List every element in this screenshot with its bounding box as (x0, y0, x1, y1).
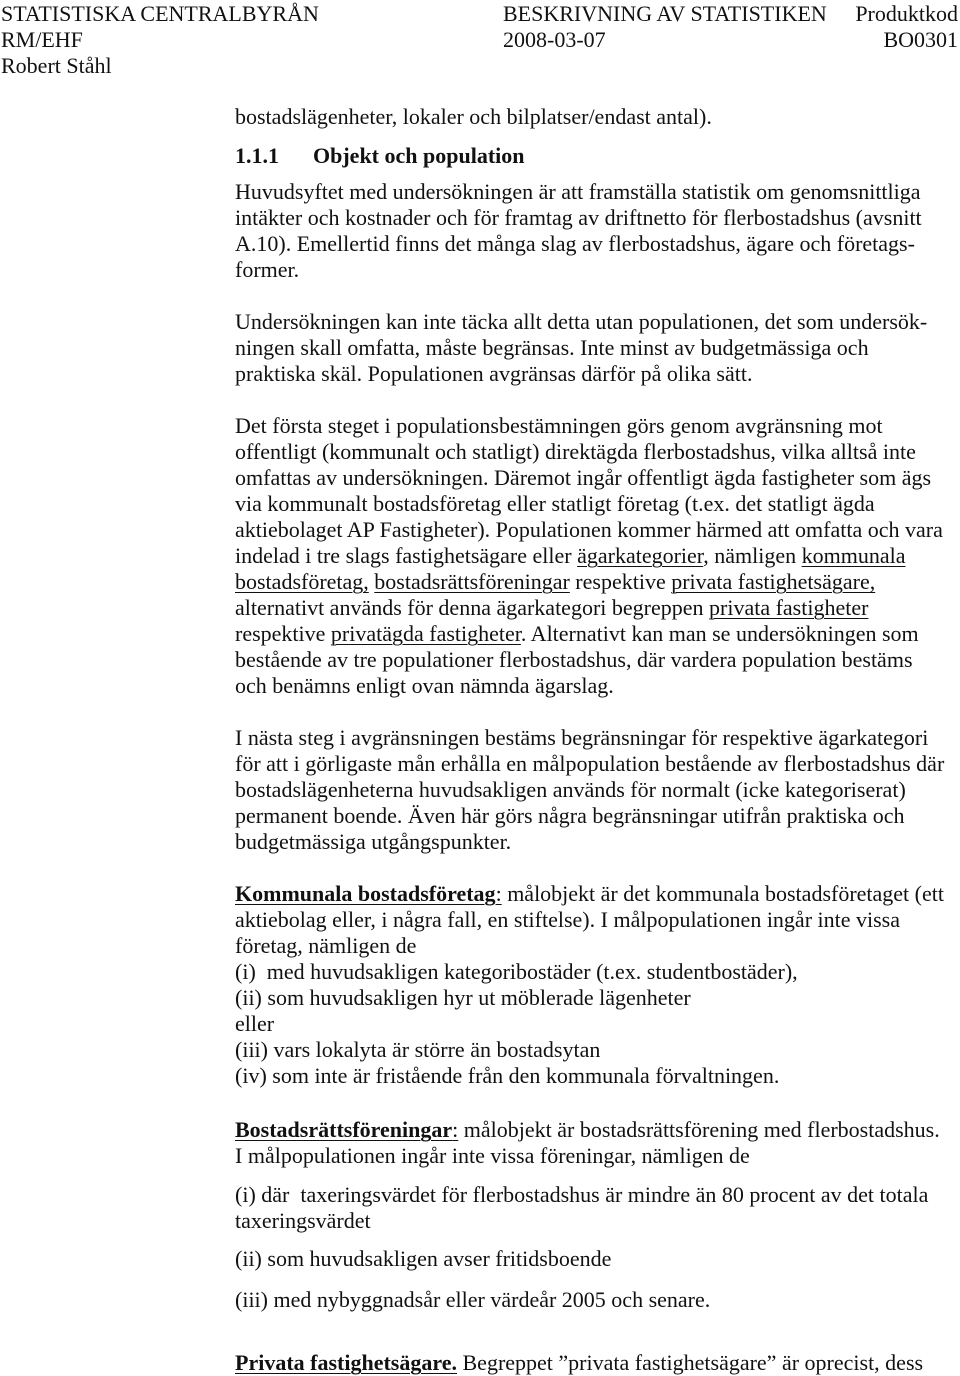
underlined-term: bostadsföretag, (235, 569, 369, 594)
bold-term: Kommunala bostadsföretag (235, 881, 496, 906)
underlined-term: kommunala (801, 543, 906, 568)
paragraph-line: Undersökningen kan inte täcka allt detta utan populationen, det som undersök- (235, 309, 928, 334)
list-item: taxeringsvärdet (235, 1208, 371, 1233)
paragraph-line: bestående av tre populationer flerbostadshus, där vardera population bestäms (235, 647, 913, 672)
list-item: (i) med huvudsakligen kategoribostäder (t.ex. studentbostäder), (235, 959, 798, 984)
text-segment: , nämligen (703, 543, 802, 568)
paragraph-line: Huvudsyftet med undersökningen är att framställa statistik om genomsnittliga (235, 179, 921, 204)
paragraph-line: A.10). Emellertid finns det många slag av flerbostadshus, ägare och företags- (235, 231, 915, 256)
text-segment: respektive (235, 621, 331, 646)
paragraph-line: ningen skall omfatta, måste begränsas. Inte minst av budgetmässiga och (235, 335, 869, 360)
paragraph-line: I nästa steg i avgränsningen bestäms begränsningar för respektive ägarkategori (235, 725, 929, 750)
paragraph-line: Det första steget i populationsbestämningen görs genom avgränsning mot (235, 413, 883, 438)
paragraph-line: praktiska skäl. Populationen avgränsas därför på olika sätt. (235, 361, 753, 386)
paragraph-line: aktiebolaget AP Fastigheter). Populationen kommer härmed att omfatta och vara (235, 517, 943, 542)
paragraph-line: aktiebolag eller, i några fall, en stiftelse). I målpopulationen ingår inte vissa (235, 907, 901, 932)
paragraph-line (235, 1350, 923, 1376)
list-item: (i) där taxeringsvärdet för flerbostadshus är mindre än 80 procent av det totala (235, 1182, 929, 1207)
paragraph-line (235, 1117, 940, 1143)
header-product-code: BO0301 (883, 27, 958, 52)
underlined-term: ägarkategorier (577, 543, 704, 568)
text-segment: : (495, 881, 502, 906)
header-unit: RM/EHF (1, 27, 83, 52)
underlined-term: privatägda fastigheter (330, 621, 521, 646)
bold-term: Bostadsrättsföreningar (235, 1117, 453, 1142)
paragraph-line (235, 595, 868, 621)
paragraph-line: I målpopulationen ingår inte vissa föreningar, nämligen de (235, 1143, 750, 1168)
paragraph-line: former. (235, 257, 300, 282)
text-segment: alternativt används för denna ägarkategori begreppen (235, 595, 710, 620)
text-segment: målobjekt är bostadsrättsförening med flerbostadshus. (458, 1117, 940, 1142)
header-doc-type: BESKRIVNING AV STATISTIKEN (503, 1, 827, 26)
underlined-term: bostadsrättsföreningar (374, 569, 570, 594)
paragraph-line: budgetmässiga utgångspunkter. (235, 829, 512, 854)
paragraph-line (235, 881, 944, 907)
paragraph-line: omfattas av undersökningen. Däremot ingår offentligt ägda fastigheter som ägs (235, 465, 932, 490)
paragraph-line: för att i görligaste mån erhålla en målpopulation bestående av flerbostadshus där (235, 751, 945, 776)
list-item: (ii) som huvudsakligen avser fritidsboende (235, 1246, 612, 1271)
header-author: Robert Ståhl (1, 53, 112, 78)
header-date: 2008-03-07 (503, 27, 606, 52)
paragraph-line (235, 621, 919, 647)
paragraph-line: eller (235, 1011, 275, 1036)
paragraph-line: permanent boende. Även här görs några begränsningar utifrån praktiska och (235, 803, 905, 828)
underlined-term: privata fastighetsägare, (671, 569, 876, 594)
paragraph-line: offentligt (kommunalt och statligt) direktägda flerbostadshus, vilka alltså inte (235, 439, 916, 464)
section-number: 1.1.1 (235, 143, 279, 168)
paragraph-line: intäkter och kostnader och för framtag av driftnetto för flerbostadshus (avsnitt (235, 205, 922, 230)
list-item: (ii) som huvudsakligen hyr ut möblerade lägenheter (235, 985, 691, 1010)
list-item: (iii) vars lokalyta är större än bostadsytan (235, 1037, 601, 1062)
section-heading (235, 143, 525, 169)
list-item: (iv) som inte är fristående från den kommunala förvaltningen. (235, 1063, 780, 1088)
text-segment: Begreppet ”privata fastighetsägare” är oprecist, dess (457, 1350, 924, 1375)
text-segment: indelad i tre slags fastighetsägare eller (235, 543, 578, 568)
text-segment: : (452, 1117, 459, 1142)
text-segment: målobjekt är det kommunala bostadsföretaget (ett (501, 881, 944, 906)
paragraph-line: bostadslägenheterna huvudsakligen används för normalt (icke kategoriserat) (235, 777, 906, 802)
list-item: (iii) med nybyggnadsår eller värdeår 2005 och senare. (235, 1287, 711, 1312)
paragraph-line: företag, nämligen de (235, 933, 417, 958)
paragraph-line: via kommunalt bostadsföretag eller statligt företag (t.ex. det statligt ägda (235, 491, 875, 516)
header-org: STATISTISKA CENTRALBYRÅN (1, 1, 319, 26)
intro-line: bostadslägenheter, lokaler och bilplatser/endast antal). (235, 104, 712, 129)
text-segment: respektive (569, 569, 672, 594)
bold-term: Privata fastighetsägare. (235, 1350, 457, 1375)
underlined-term: privata fastigheter (709, 595, 869, 620)
header-product-code-label: Produktkod (855, 1, 958, 26)
paragraph-line (235, 569, 875, 595)
paragraph-line (235, 543, 906, 569)
paragraph-line: och benämns enligt ovan nämnda ägarslag. (235, 673, 614, 698)
text-segment: . Alternativt kan man se undersökningen som (520, 621, 919, 646)
section-title: Objekt och population (313, 143, 525, 168)
